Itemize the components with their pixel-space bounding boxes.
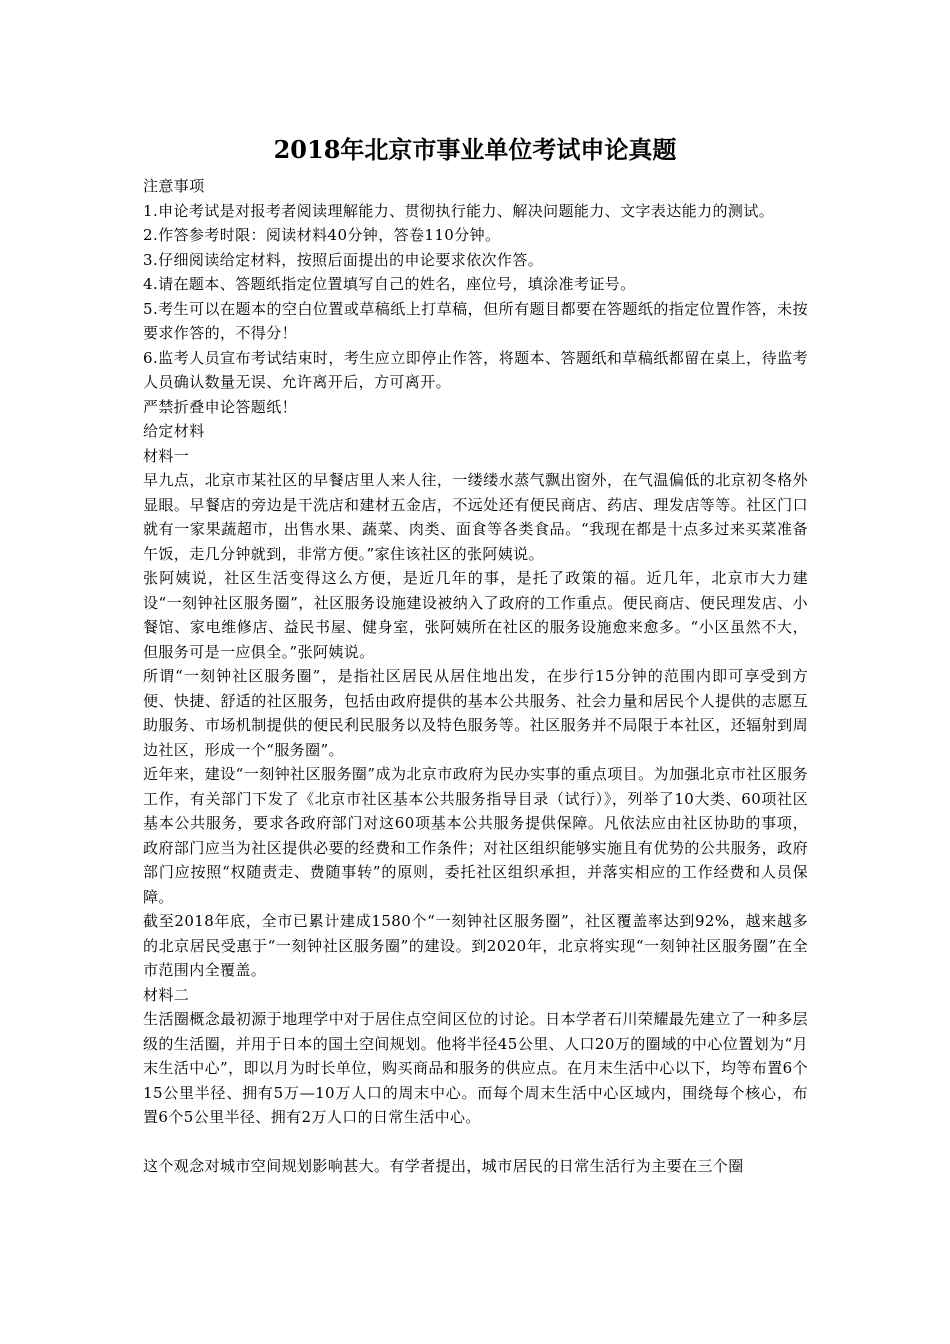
material-2-paragraph-2: 这个观念对城市空间规划影响甚大。有学者提出，城市居民的日常生活行为主要在三个圈 — [143, 1157, 744, 1175]
material-1-paragraph-3: 所谓“一刻钟社区服务圈”，是指社区居民从居住地出发，在步行15分钟的范围内即可享受到方便、快捷、舒适的社区服务，包括由政府提供的基本公共服务、社会力量和居民个人提供的志愿互助服务、市场机制提供的便民利民服务以及特色服务等。社区服务并不局限于本社区，还辐射到周边社区，形成一个“服务圈”。 — [143, 667, 808, 759]
notice-heading: 注意事项 — [143, 177, 205, 195]
document-body — [143, 174, 808, 1179]
material-1-paragraph-4: 近年来，建设“一刻钟社区服务圈”成为北京市政府为民办实事的重点项目。为加强北京市社区服务工作，有关部门下发了《北京市社区基本公共服务指导目录（试行）》，列举了10大类、60项社区基本公共服务，要求各政府部门对这60项基本公共服务提供保障。凡依法应由社区协助的事项，政府部门应当为社区提供必要的经费和工作条件；对社区组织能够实施且有优势的公共服务，政府部门应按照“权随责走、费随事转”的原则，委托社区组织承担，并落实相应的工作经费和人员保障。 — [143, 765, 808, 906]
document-title: 2018年北京市事业单位考试申论真题 — [273, 135, 677, 164]
material-2-heading: 材料二 — [143, 985, 190, 1004]
material-2-paragraph-1: 生活圈概念最初源于地理学中对于居住点空间区位的讨论。日本学者石川荣耀最先建立了一种多层级的生活圈，并用于日本的国土空间规划。他将半径45公里、人口20万的圈域的中心位置划为“月末生活中心”，即以月为时长单位，购买商品和服务的供应点。在月末生活中心以下，均等布置6个15公里半径、拥有5万—10万人口的周末中心。而每个周末生活中心区域内，围绕每个核心，布置6个5公里半径、拥有2万人口的日常生活中心。 — [143, 1010, 808, 1126]
notice-item-6: 6.监考人员宣布考试结束时，考生应立即停止作答，将题本、答题纸和草稿纸都留在桌上，待监考人员确认数量无误、允许离开后，方可离开。 — [143, 348, 808, 391]
notice-item-4: 4.请在题本、答题纸指定位置填写自己的姓名，座位号，填涂准考证号。 — [143, 275, 636, 293]
material-1-heading: 材料一 — [143, 446, 190, 465]
notice-item-3: 3.仔细阅读给定材料，按照后面提出的申论要求依次作答。 — [143, 250, 544, 269]
notice-warning: 严禁折叠申论答题纸！ — [143, 397, 298, 416]
notice-item-1: 1.申论考试是对报考者阅读理解能力、贯彻执行能力、解决问题能力、文字表达能力的测试。 — [143, 201, 775, 220]
material-1-paragraph-1: 早九点，北京市某社区的早餐店里人来人往，一缕缕水蒸气飘出窗外，在气温偏低的北京初冬格外显眼。早餐店的旁边是干洗店和建材五金店，不远处还有便民商店、药店、理发店等等。社区门口就有一家果蔬超市，出售水果、蔬菜、肉类、面食等各类食品。“我现在都是十点多过来买菜准备午饭，走几分钟就到，非常方便。”家住该社区的张阿姨说。 — [143, 471, 808, 563]
materials-heading: 给定材料 — [143, 422, 205, 440]
notice-item-5: 5.考生可以在题本的空白位置或草稿纸上打草稿，但所有题目都要在答题纸的指定位置作答，未按要求作答的，不得分！ — [143, 299, 808, 342]
notice-item-2: 2.作答参考时限：阅读材料40分钟，答卷110分钟。 — [143, 226, 501, 244]
material-1-paragraph-5: 截至2018年底，全市已累计建成1580个“一刻钟社区服务圈”，社区覆盖率达到92%，越来越多的北京居民受惠于“一刻钟社区服务圈”的建设。到2020年，北京将实现“一刻钟社区服务圈”在全市范围内全覆盖。 — [143, 912, 808, 979]
material-1-paragraph-2: 张阿姨说，社区生活变得这么方便，是近几年的事，是托了政策的福。近几年，北京市大力建设“一刻钟社区服务圈”，社区服务设施建设被纳入了政府的工作重点。便民商店、便民理发店、小餐馆、家电维修店、益民书屋、健身室，张阿姨所在社区的服务设施愈来愈多。“小区虽然不大，但服务可是一应俱全。”张阿姨说。 — [143, 569, 808, 661]
